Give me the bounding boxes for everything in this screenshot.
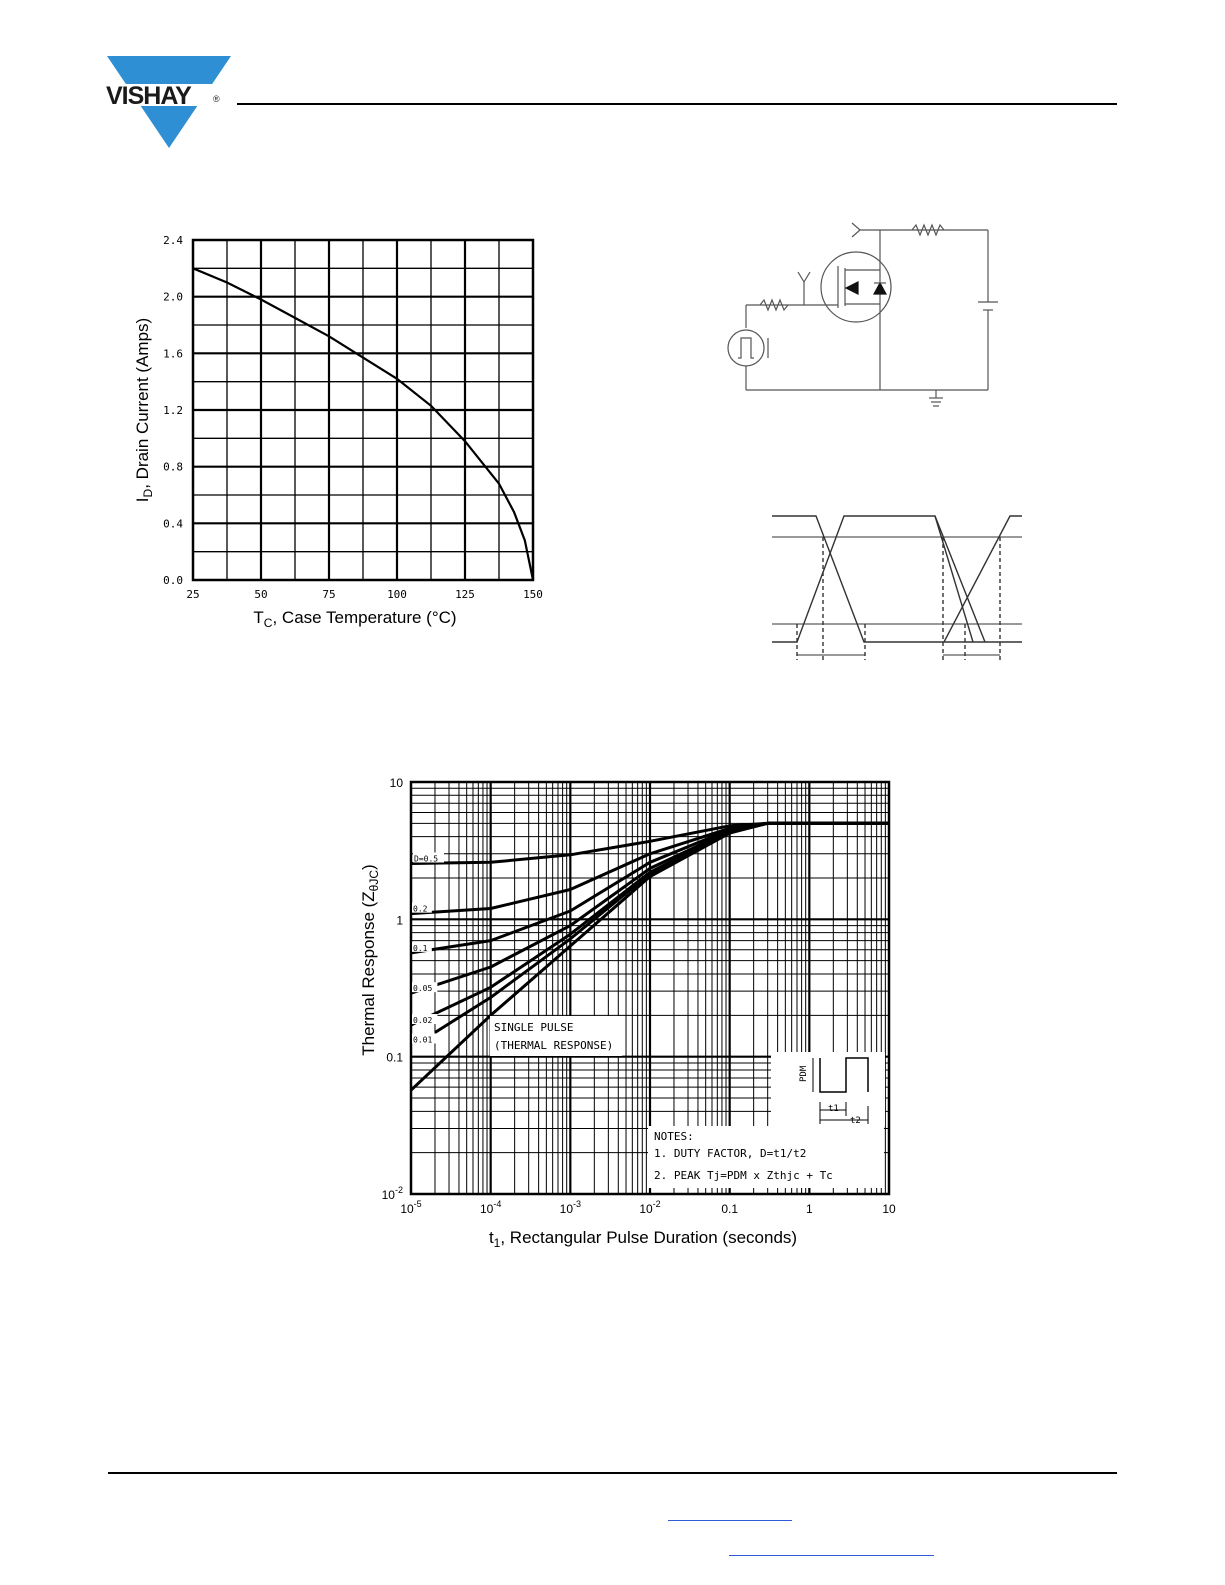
logo-registered-mark: ® (213, 94, 220, 104)
note-2: 2. PEAK Tj=PDM x Zthjc + Tc (654, 1169, 833, 1182)
chart2-y-tick-base: 10 (381, 1188, 395, 1202)
logo-wordmark: VISHAY (106, 82, 191, 110)
chart2-ylabel-sub: θJC (367, 869, 381, 892)
chart2-ylabel-b: ) (359, 864, 378, 870)
chart1-y-tick-labels (163, 234, 183, 587)
chart2-x-tick-exp: -3 (573, 1199, 582, 1209)
pulse-inset-t1-label: t1 (828, 1104, 839, 1114)
chart2-x-tick-exp: -5 (413, 1199, 422, 1209)
chart2-x-tick-label (721, 1202, 738, 1216)
chart2-x-tick-label (806, 1202, 813, 1216)
chart1-y-axis-label (133, 318, 155, 502)
switching-test-circuit (728, 223, 998, 406)
chart2-x-tick-base: 1 (805, 1202, 813, 1216)
pulse-inset-pdm-label: PDM (799, 1065, 809, 1082)
chart1-ylabel-sub: D (141, 488, 155, 498)
chart2-y-axis-label (359, 864, 381, 1055)
chart2-y-tick-base: 0.1 (386, 1050, 403, 1065)
chart2-y-tick-exp: -2 (394, 1185, 403, 1195)
thermal-response-chart (359, 776, 896, 1250)
body-diode-shape (874, 283, 886, 294)
chart1-x-tick-label: 100 (387, 588, 407, 601)
mosfet-arrow-shape (846, 282, 858, 294)
chart1-y-tick-label: 0.8 (163, 460, 183, 474)
chart2-y-tick-label (396, 913, 403, 927)
chart2-y-tick-base: 1 (396, 913, 403, 928)
chart2-xlabel-t: t (488, 1228, 494, 1247)
footer-rule (108, 1472, 1117, 1474)
chart2-y-tick-label (386, 1051, 403, 1065)
chart1-x-tick-label: 150 (523, 588, 543, 601)
note-1: 1. DUTY FACTOR, D=t1/t2 (654, 1147, 807, 1160)
chart2-x-tick-exp: -4 (493, 1199, 502, 1209)
chart2-series-label: 0.05 (413, 984, 433, 994)
chart2-x-tick-base: 10 (479, 1202, 494, 1216)
chart2-y-tick-base: 10 (389, 776, 403, 790)
chart1-y-tick-label: 1.2 (163, 404, 183, 417)
chart1-y-tick-label: 0.0 (163, 574, 183, 587)
notes-title: NOTES: (654, 1130, 694, 1143)
chart2-x-tick-exp: -2 (652, 1199, 661, 1209)
pulse-inset-t2-label: t2 (850, 1116, 861, 1126)
chart2-series-label: 0.02 (413, 1016, 433, 1026)
chart1-ylabel-rest: , Drain Current (Amps) (133, 317, 152, 489)
chart1-y-tick-label: 2.4 (163, 234, 183, 247)
chart1-y-tick-label: 1.6 (163, 347, 183, 361)
chart2-series-line (435, 823, 889, 1032)
chart2-x-tick-base: 10 (639, 1202, 653, 1216)
footer-link-underline-2[interactable] (729, 1555, 934, 1556)
chart2-x-tick-label (480, 1199, 501, 1216)
chart1-x-axis-label (253, 608, 456, 630)
chart2-x-tick-base: 10 (559, 1202, 574, 1216)
chart2-xlabel-rest: , Rectangular Pulse Duration (seconds) (500, 1228, 798, 1247)
chart1-xlabel-rest: , Case Temperature (°C) (272, 608, 457, 627)
chart2-series-label: 0.01 (413, 1035, 433, 1045)
drain-probe-arrow (852, 223, 860, 237)
chart1-xlabel-sub: C (263, 616, 273, 630)
pulse-generator (728, 330, 764, 366)
chart2-xlabel-sub: 1 (493, 1236, 501, 1250)
chart1-x-tick-label: 50 (254, 588, 268, 601)
chart2-y-tick-label (390, 776, 404, 790)
chart2-y-tick-labels (382, 776, 404, 1202)
wave-gate-rise-fall (772, 516, 985, 642)
chart1-x-tick-label: 125 (455, 588, 475, 601)
chart2-series-label: D=0.5 (414, 854, 439, 864)
chart2-x-tick-label (882, 1202, 896, 1216)
chart2-x-tick-label (560, 1199, 581, 1216)
switching-waveform (772, 516, 1022, 660)
chart1-x-tick-labels (186, 588, 543, 601)
wave-output-rise (944, 516, 1022, 642)
chart1-x-tick-label: 25 (186, 588, 200, 601)
wave-output-high-low (772, 516, 1022, 642)
chart2-x-tick-base: 10 (882, 1202, 896, 1216)
chart1-xlabel-t: T (253, 608, 264, 627)
chart1-y-tick-label: 0.4 (163, 517, 183, 531)
footer-link-underline-1[interactable] (668, 1520, 792, 1521)
thermal-response-label: (THERMAL RESPONSE) (494, 1039, 614, 1052)
chart2-series-label: 0.1 (413, 943, 428, 953)
chart2-x-axis-label (489, 1228, 797, 1250)
chart1-x-tick-label: 75 (322, 588, 336, 601)
drain-current-chart (133, 234, 543, 630)
chart2-x-tick-labels (400, 1199, 896, 1216)
chart1-ylabel-i: I (133, 497, 152, 503)
gate-probe-arrow (798, 272, 810, 282)
chart2-x-tick-label (400, 1199, 421, 1216)
chart2-y-tick-label (382, 1185, 403, 1202)
chart2-x-tick-label (639, 1199, 660, 1216)
single-pulse-label: SINGLE PULSE (494, 1021, 574, 1034)
chart2-x-tick-base: 0.1 (721, 1202, 739, 1216)
pulse-generator-waveform (738, 338, 754, 358)
chart1-y-tick-label: 2.0 (163, 290, 183, 304)
chart2-ylabel-a: Thermal Response (Z (359, 891, 378, 1056)
chart2-series-label: 0.2 (413, 904, 428, 914)
chart2-x-tick-base: 10 (400, 1202, 414, 1216)
